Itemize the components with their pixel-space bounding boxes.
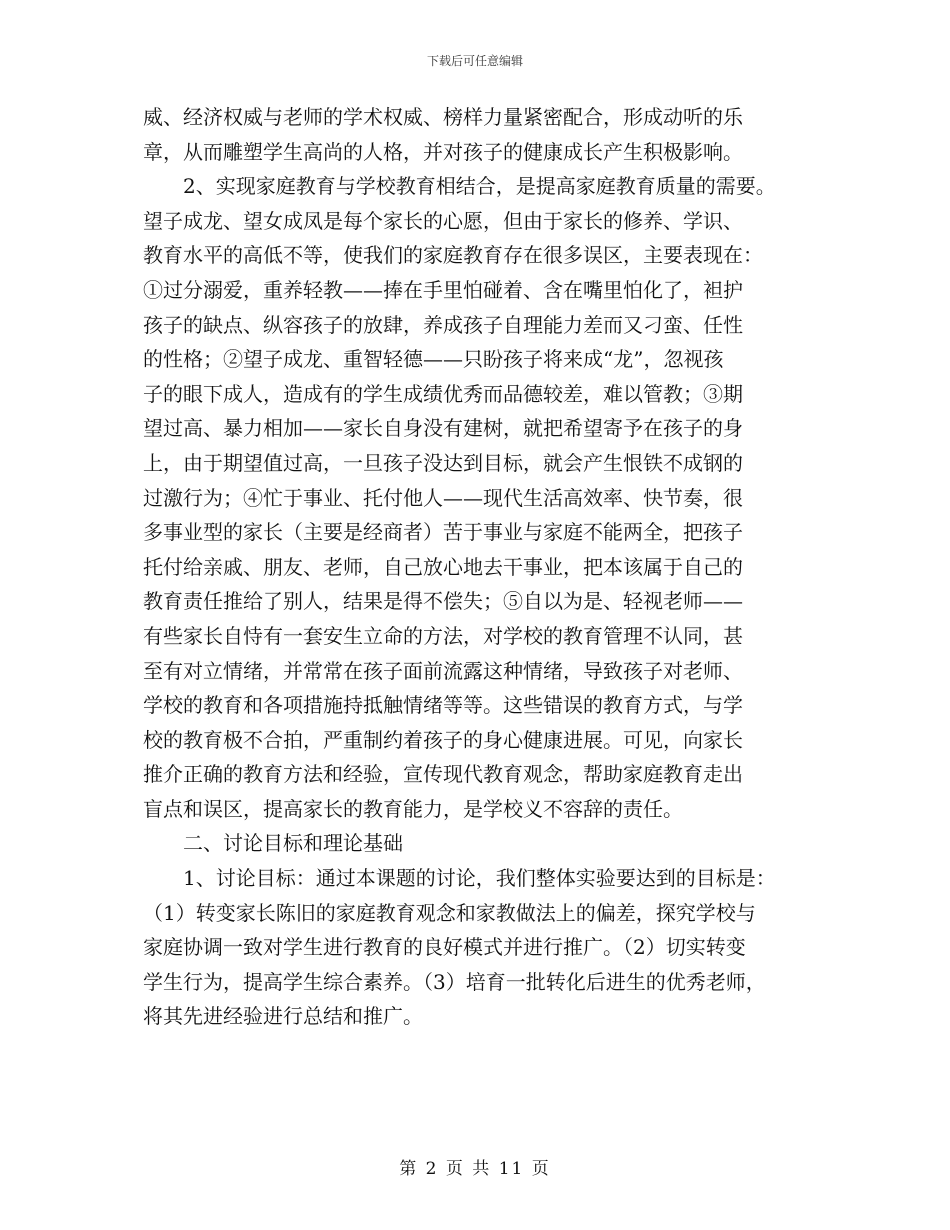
text-line: 教育水平的高低不等，使我们的家庭教育存在很多误区，主要表现在： bbox=[143, 243, 763, 268]
text-line: 将其先进经验进行总结和推广。 bbox=[143, 1004, 423, 1029]
text-line: 教育责任推给了别人，结果是得不偿失；⑤自以为是、轻视老师—— bbox=[143, 589, 743, 614]
text-line: 有些家长自恃有一套安生立命的方法，对学校的教育管理不认同，甚 bbox=[143, 623, 743, 648]
text-line: 上，由于期望值过高，一旦孩子没达到目标，就会产生恨铁不成钢的 bbox=[143, 450, 743, 475]
text-line: 2、实现家庭教育与学校教育相结合，是提高家庭教育质量的需要。 bbox=[143, 174, 776, 199]
text-line: 盲点和误区，提高家长的教育能力，是学校义不容辞的责任。 bbox=[143, 796, 683, 821]
document-body bbox=[143, 100, 823, 1034]
text-line: 学生行为，提高学生综合素养。（3）培育一批转化后进生的优秀老师， bbox=[143, 969, 766, 994]
text-line: 至有对立情绪，并常常在孩子面前流露这种情绪，导致孩子对老师、 bbox=[143, 658, 743, 683]
text-line: 学校的教育和各项措施持抵触情绪等等。这些错误的教育方式，与学 bbox=[143, 693, 743, 718]
text-line: 家庭协调一致对学生进行教育的良好模式并进行推广。（2）切实转变 bbox=[143, 935, 746, 960]
text-line: 二、讨论目标和理论基础 bbox=[143, 831, 403, 856]
text-line: 过激行为；④忙于事业、托付他人——现代生活高效率、快节奏，很 bbox=[143, 485, 743, 510]
text-line: （1）转变家长陈旧的家庭教育观念和家教做法上的偏差，探究学校与 bbox=[143, 900, 756, 925]
text-line: 章，从而雕塑学生高尚的人格，并对孩子的健康成长产生积极影响。 bbox=[143, 139, 743, 164]
page-footer: 第 2 页 共 11 页 bbox=[399, 1159, 551, 1179]
text-line: 托付给亲戚、朋友、老师，自己放心地去干事业，把本该属于自己的 bbox=[143, 554, 743, 579]
text-line: 校的教育极不合拍，严重制约着孩子的身心健康进展。可见，向家长 bbox=[143, 727, 743, 752]
text-line: 子的眼下成人，造成有的学生成绩优秀而品德较差，难以管教；③期 bbox=[143, 381, 743, 406]
text-line: 1、讨论目标：通过本课题的讨论，我们整体实验要达到的目标是： bbox=[143, 866, 776, 891]
page-header: 下载后可任意编辑 bbox=[426, 54, 523, 68]
text-line: 望过高、暴力相加——家长自身没有建树，就把希望寄予在孩子的身 bbox=[143, 416, 743, 441]
text-line: 威、经济权威与老师的学术权威、榜样力量紧密配合，形成动听的乐 bbox=[143, 105, 743, 129]
text-line: 的性格；②望子成龙、重智轻德——只盼孩子将来成“龙”，忽视孩 bbox=[143, 347, 724, 372]
text-line: ①过分溺爱，重养轻教——捧在手里怕碰着、含在嘴里怕化了，袒护 bbox=[143, 277, 743, 302]
text-line: 孩子的缺点、纵容孩子的放肆，养成孩子自理能力差而又刁蛮、任性 bbox=[143, 312, 743, 337]
text-line: 望子成龙、望女成凤是每个家长的心愿，但由于家长的修养、学识、 bbox=[143, 208, 743, 233]
text-line: 多事业型的家长（主要是经商者）苦于事业与家庭不能两全，把孩子 bbox=[143, 520, 743, 545]
text-line: 推介正确的教育方法和经验，宣传现代教育观念，帮助家庭教育走出 bbox=[143, 762, 743, 787]
